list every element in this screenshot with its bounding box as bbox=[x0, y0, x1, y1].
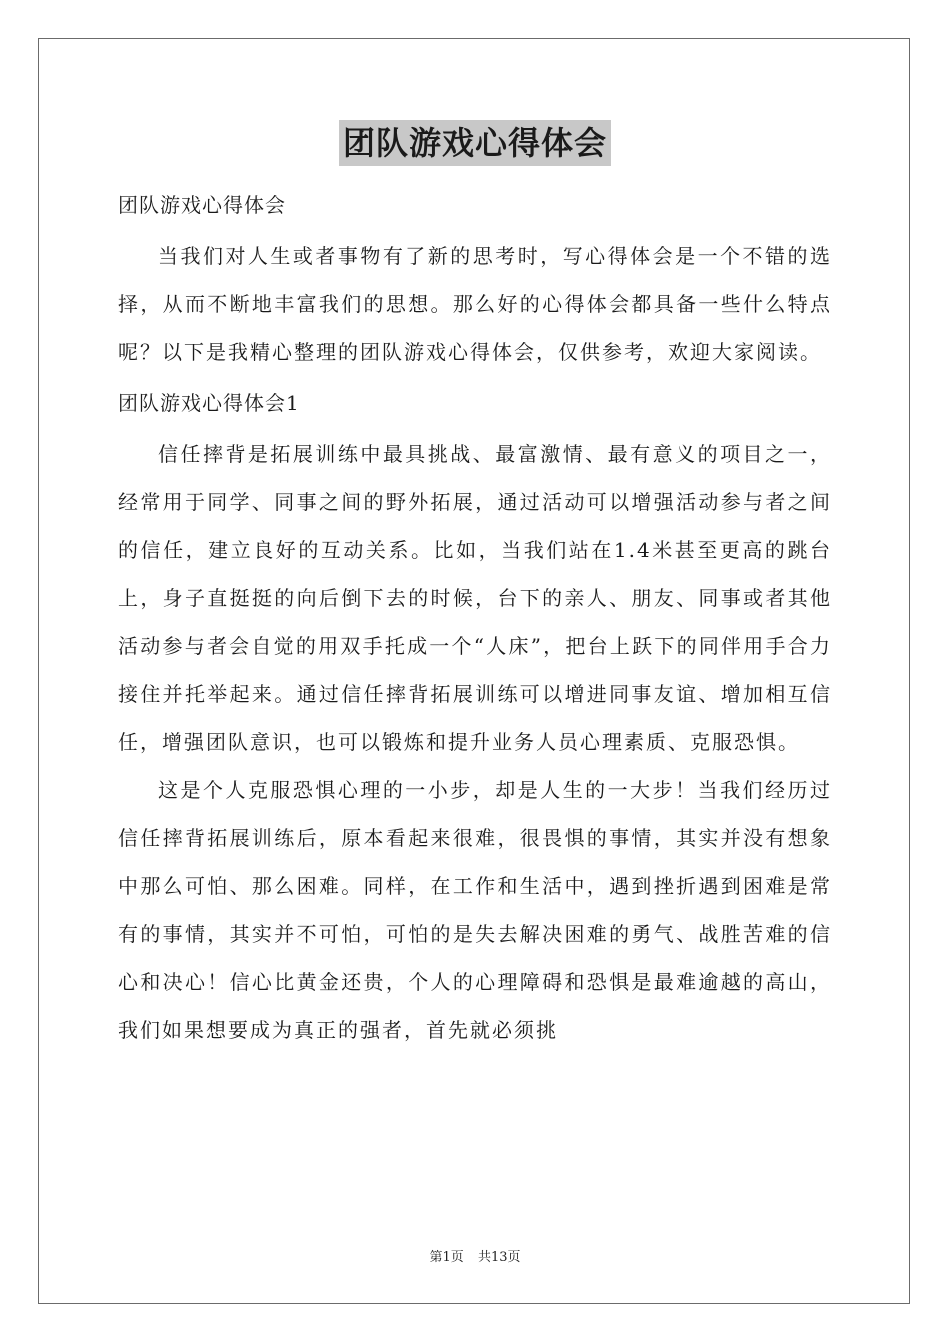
intro-paragraph: 当我们对人生或者事物有了新的思考时，写心得体会是一个不错的选择，从而不断地丰富我们的思想。那么好的心得体会都具备一些什么特点呢？以下是我精心整理的团队游戏心得体会，仅供参考，欢迎大家阅读。 bbox=[118, 244, 832, 364]
section1-paragraph-1: 信任摔背是拓展训练中最具挑战、最富激情、最有意义的项目之一，经常用于同学、同事之间的野外拓展，通过活动可以增强活动参与者之间的信任，建立良好的互动关系。比如，当我们站在1.4米甚至更高的跳台上，身子直挺挺的向后倒下去的时候，台下的亲人、朋友、同事或者其他活动参与者会自觉的用双手托成一个“人床”，把台上跃下的同伴用手合力接住并托举起来。通过信任摔背拓展训练可以增进同事友谊、增加相互信任，增强团队意识，也可以锻炼和提升业务人员心理素质、克服恐惧。 bbox=[118, 442, 832, 754]
section-heading-1: 团队游戏心得体会1 bbox=[118, 391, 300, 415]
document-subtitle: 团队游戏心得体会 bbox=[118, 193, 286, 217]
section1-paragraph-2: 这是个人克服恐惧心理的一小步，却是人生的一大步！当我们经历过信任摔背拓展训练后，原本看起来很难，很畏惧的事情，其实并没有想象中那么可怕、那么困难。同样，在工作和生活中，遇到挫折遇到困难是常有的事情，其实并不可怕，可怕的是失去解决困难的勇气、战胜苦难的信心和决心！信心比黄金还贵，个人的心理障碍和恐惧是最难逾越的高山，我们如果想要成为真正的强者，首先就必须挑 bbox=[118, 778, 832, 1042]
title-wrap bbox=[118, 120, 832, 172]
page-number: 第1页 bbox=[429, 1250, 464, 1265]
document-title: 团队游戏心得体会 bbox=[339, 120, 611, 166]
document-body bbox=[118, 120, 832, 1054]
page-footer bbox=[0, 1246, 950, 1265]
page-total: 共13页 bbox=[477, 1250, 521, 1265]
